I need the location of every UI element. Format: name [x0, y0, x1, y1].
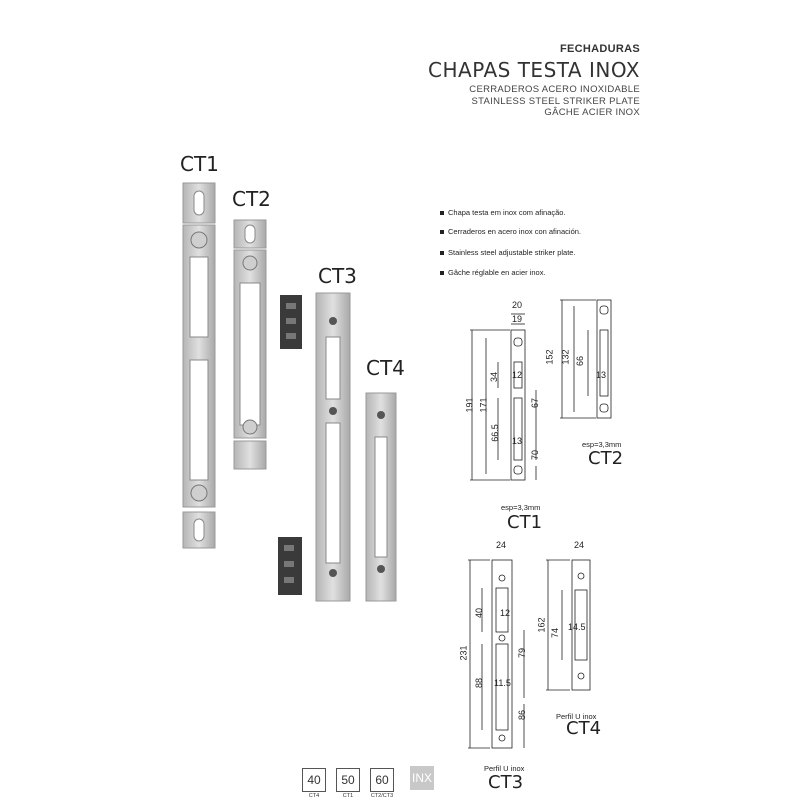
- bullet-icon: [440, 271, 444, 275]
- ct3-drawing-label: CT3: [488, 772, 524, 793]
- ct3-note: Perfil U inox: [484, 764, 525, 773]
- feature-en: Stainless steel adjustable striker plate.: [440, 248, 576, 257]
- ct1-plate-photo: [183, 183, 215, 548]
- ct3-dim-e: 11.5: [494, 678, 511, 688]
- ct2-dim-h-inner: 132: [560, 349, 571, 365]
- ct1-dim-c: 67: [530, 397, 541, 409]
- ct1-note: esp=3,3mm: [501, 503, 541, 512]
- material-badge-inx: INX: [410, 766, 434, 790]
- feature-es: Cerraderos en acero inox con afinación.: [440, 227, 581, 236]
- ct4-drawing-label: CT4: [566, 718, 602, 739]
- subtitle-en: STAINLESS STEEL STRIKER PLATE: [471, 96, 640, 107]
- ct4-plate-photo: [366, 393, 396, 601]
- package-qty-ct4: 40: [302, 768, 326, 792]
- ct1-dim-h-total: 191: [464, 397, 475, 413]
- ct3-dim-w: 24: [496, 540, 507, 550]
- ct4-note: Perfil U inox: [556, 712, 597, 721]
- subtitle-es: CERRADEROS ACERO INOXIDABLE: [469, 84, 640, 95]
- ct3-drawing: [468, 560, 524, 748]
- ct3-ct4-drawings: [460, 540, 630, 750]
- package-caption-ct2-ct3: CT2/CT3: [370, 793, 394, 799]
- ct4-dim-b: 14.5: [568, 622, 586, 632]
- feature-fr: Gâche réglable en acier inox.: [440, 268, 546, 277]
- ct2-dim-h-total: 152: [544, 349, 555, 365]
- ct3-label: CT3: [318, 264, 357, 288]
- ct1-dim-h-inner: 171: [478, 397, 489, 413]
- ct2-drawing-label: CT2: [588, 448, 624, 469]
- ct1-dim-f: 70: [530, 449, 541, 461]
- ct3-insert-photo: [278, 295, 302, 595]
- ct1-dim-w2: 19: [512, 314, 523, 324]
- ct1-dim-a: 34: [489, 371, 500, 383]
- ct3-dim-d: 88: [474, 677, 485, 689]
- ct4-label: CT4: [366, 356, 405, 380]
- package-caption-ct1: CT1: [342, 793, 354, 799]
- ct2-plate-photo: [234, 220, 266, 469]
- ct3-dim-f: 86: [517, 709, 528, 721]
- ct1-dim-b: 12: [512, 370, 523, 380]
- ct1-dim-e: 13: [512, 436, 523, 446]
- ct2-note: esp=3,3mm: [582, 440, 622, 449]
- product-photos: [170, 175, 410, 615]
- ct1-drawing-label: CT1: [507, 512, 543, 533]
- ct1-dim-d: 66.5: [489, 424, 500, 442]
- ct1-label: CT1: [180, 152, 219, 176]
- ct3-plate-photo: [316, 293, 350, 601]
- package-qty-ct1: 50: [336, 768, 360, 792]
- category-label: FECHADURAS: [560, 43, 640, 55]
- bullet-icon: [440, 211, 444, 215]
- ct3-dim-b: 12: [500, 608, 511, 618]
- ct2-label: CT2: [232, 187, 271, 211]
- subtitle-fr: GÂCHE ACIER INOX: [544, 107, 640, 118]
- package-qty-ct2-ct3: 60: [370, 768, 394, 792]
- bullet-icon: [440, 230, 444, 234]
- page-title: CHAPAS TESTA INOX: [428, 58, 640, 82]
- ct3-dim-h-total: 231: [458, 645, 469, 661]
- ct4-dim-w: 24: [574, 540, 585, 550]
- ct4-dim-h-total: 162: [536, 617, 547, 633]
- ct3-dim-c: 79: [517, 647, 528, 659]
- ct2-dim-a: 66: [575, 355, 586, 367]
- ct3-dim-a: 40: [474, 607, 485, 619]
- feature-pt: Chapa testa em inox com afinação.: [440, 208, 566, 217]
- ct1-dim-w: 20: [512, 300, 523, 310]
- bullet-icon: [440, 251, 444, 255]
- ct4-dim-a: 74: [550, 627, 561, 639]
- package-caption-ct4: CT4: [308, 793, 320, 799]
- ct2-dim-b: 13: [596, 370, 607, 380]
